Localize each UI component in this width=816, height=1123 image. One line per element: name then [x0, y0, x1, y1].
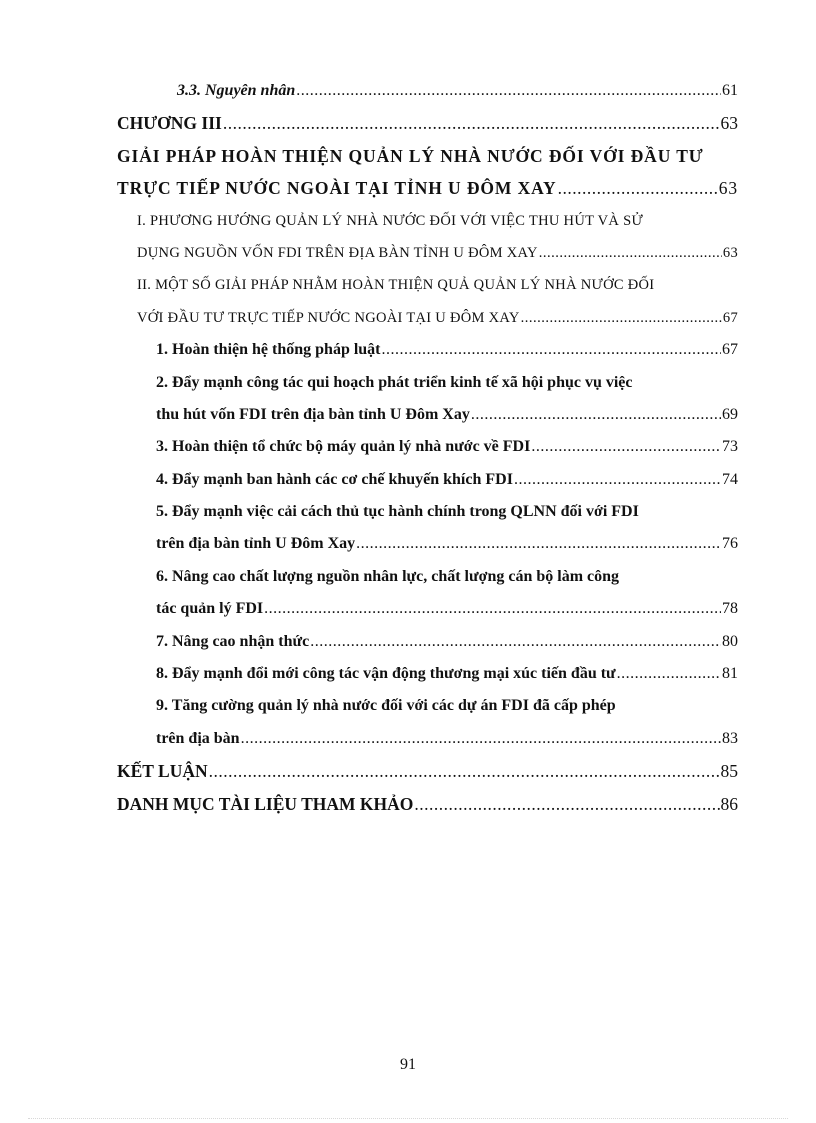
toc-entry-2-8[interactable]	[117, 658, 738, 690]
toc-entry-title-line1: 9. Tăng cường quản lý nhà nước đối với các dự án FDI đã cấp phép	[156, 697, 616, 715]
toc-page-number: 61	[722, 82, 738, 99]
toc-leader-dots	[471, 399, 721, 431]
toc-entry-references[interactable]	[117, 788, 738, 820]
toc-entry-title-line2: DỤNG NGUỒN VỐN FDI TRÊN ĐỊA BÀN TỈNH U ĐÔM XAY	[137, 244, 538, 261]
toc-page-number: 85	[720, 761, 738, 782]
toc-entry-chapter-3-title[interactable]	[117, 140, 738, 205]
toc-leader-dots	[223, 107, 720, 139]
toc-entry-title: CHƯƠNG III	[117, 113, 222, 134]
toc-entry-2-4[interactable]	[117, 464, 738, 496]
toc-entry-title-line2: thu hút vốn FDI trên địa bàn tỉnh U Đôm Xay	[156, 405, 470, 423]
toc-entry-conclusion[interactable]	[117, 755, 738, 787]
toc-leader-dots	[617, 658, 721, 690]
toc-entry-section-2[interactable]	[117, 269, 738, 334]
toc-entry-title-line2: tác quản lý FDI	[156, 600, 264, 618]
toc-entry-title-line1: 5. Đẩy mạnh việc cải cách thủ tục hành chính trong QLNN đối với FDI	[156, 503, 639, 521]
toc-entry-title-line1: 6. Nâng cao chất lượng nguồn nhân lực, chất lượng cán bộ làm công	[156, 567, 620, 585]
toc-leader-dots	[521, 302, 722, 334]
toc-page-number: 63	[718, 178, 738, 199]
toc-page-number: 67	[722, 309, 738, 326]
toc-entry-2-1[interactable]	[117, 334, 738, 366]
toc-entry-title: 8. Đẩy mạnh đổi mới công tác vận động thương mại xúc tiến đầu tư	[156, 665, 616, 683]
page-number: 91	[400, 1056, 416, 1073]
toc-page-number: 76	[722, 535, 738, 553]
toc-entry-title: KẾT LUẬN	[117, 761, 208, 782]
toc-leader-dots	[310, 626, 721, 658]
toc-page-number: 80	[722, 632, 738, 650]
toc-entry-3-3[interactable]	[117, 75, 738, 107]
toc-page-number: 74	[722, 470, 738, 488]
toc-leader-dots	[531, 431, 721, 463]
toc-entry-title: 1. Hoàn thiện hệ thống pháp luật	[156, 341, 381, 359]
page-bottom-divider	[28, 1118, 788, 1119]
toc-entry-2-7[interactable]	[117, 626, 738, 658]
toc-entry-title-line2: trên địa bàn	[156, 729, 240, 747]
toc-page-number: 67	[722, 341, 738, 359]
toc-entry-section-1[interactable]	[117, 205, 738, 270]
toc-leader-dots	[558, 172, 718, 204]
toc-page-number: 83	[722, 729, 738, 747]
toc-entry-title: 3.3. Nguyên nhân	[177, 82, 296, 99]
toc-page-number: 63	[722, 244, 738, 261]
toc-leader-dots	[382, 334, 721, 366]
toc-entry-title-line2: VỚI ĐẦU TƯ TRỰC TIẾP NƯỚC NGOÀI TẠI U ĐÔM XAY	[137, 309, 520, 326]
toc-page-number: 69	[722, 405, 738, 423]
table-of-contents	[117, 75, 738, 820]
toc-entry-title: 3. Hoàn thiện tổ chức bộ máy quản lý nhà nước về FDI	[156, 438, 531, 456]
toc-entry-2-9[interactable]	[117, 690, 738, 755]
toc-leader-dots	[241, 723, 721, 755]
toc-entry-title-line1: I. PHƯƠNG HƯỚNG QUẢN LÝ NHÀ NƯỚC ĐỐI VỚI VIỆC THU HÚT VÀ SỬ	[137, 212, 644, 229]
toc-entry-title-line2: TRỰC TIẾP NƯỚC NGOÀI TẠI TỈNH U ĐÔM XAY	[117, 178, 557, 199]
toc-page-number: 73	[722, 438, 738, 456]
toc-entry-2-3[interactable]	[117, 431, 738, 463]
toc-page-number: 81	[722, 665, 738, 683]
toc-leader-dots	[414, 788, 719, 820]
toc-leader-dots	[514, 464, 721, 496]
toc-leader-dots	[264, 593, 721, 625]
toc-leader-dots	[539, 237, 722, 269]
toc-entry-2-6[interactable]	[117, 561, 738, 626]
toc-entry-title-line1: II. MỘT SỐ GIẢI PHÁP NHẰM HOÀN THIỆN QUẢ QUẢN LÝ NHÀ NƯỚC ĐỐI	[137, 277, 655, 294]
toc-entry-2-5[interactable]	[117, 496, 738, 561]
toc-entry-title: DANH MỤC TÀI LIỆU THAM KHẢO	[117, 793, 414, 814]
toc-leader-dots	[296, 75, 721, 107]
toc-leader-dots	[356, 528, 721, 560]
toc-entry-title-line1: 2. Đẩy mạnh công tác qui hoạch phát triển kinh tế xã hội phục vụ việc	[156, 373, 633, 391]
toc-entry-title: 4. Đẩy mạnh ban hành các cơ chế khuyến khích FDI	[156, 470, 513, 488]
toc-entry-title-line1: GIẢI PHÁP HOÀN THIỆN QUẢN LÝ NHÀ NƯỚC ĐỐI VỚI ĐẦU TƯ	[117, 145, 704, 166]
toc-entry-title-line2: trên địa bàn tỉnh U Đôm Xay	[156, 535, 356, 553]
toc-entry-2-2[interactable]	[117, 367, 738, 432]
toc-leader-dots	[209, 755, 720, 787]
toc-page-number: 86	[720, 793, 738, 814]
toc-page-number: 63	[720, 113, 738, 134]
toc-entry-title: 7. Nâng cao nhận thức	[156, 632, 310, 650]
toc-entry-chapter-3[interactable]	[117, 107, 738, 139]
toc-page-number: 78	[722, 600, 738, 618]
